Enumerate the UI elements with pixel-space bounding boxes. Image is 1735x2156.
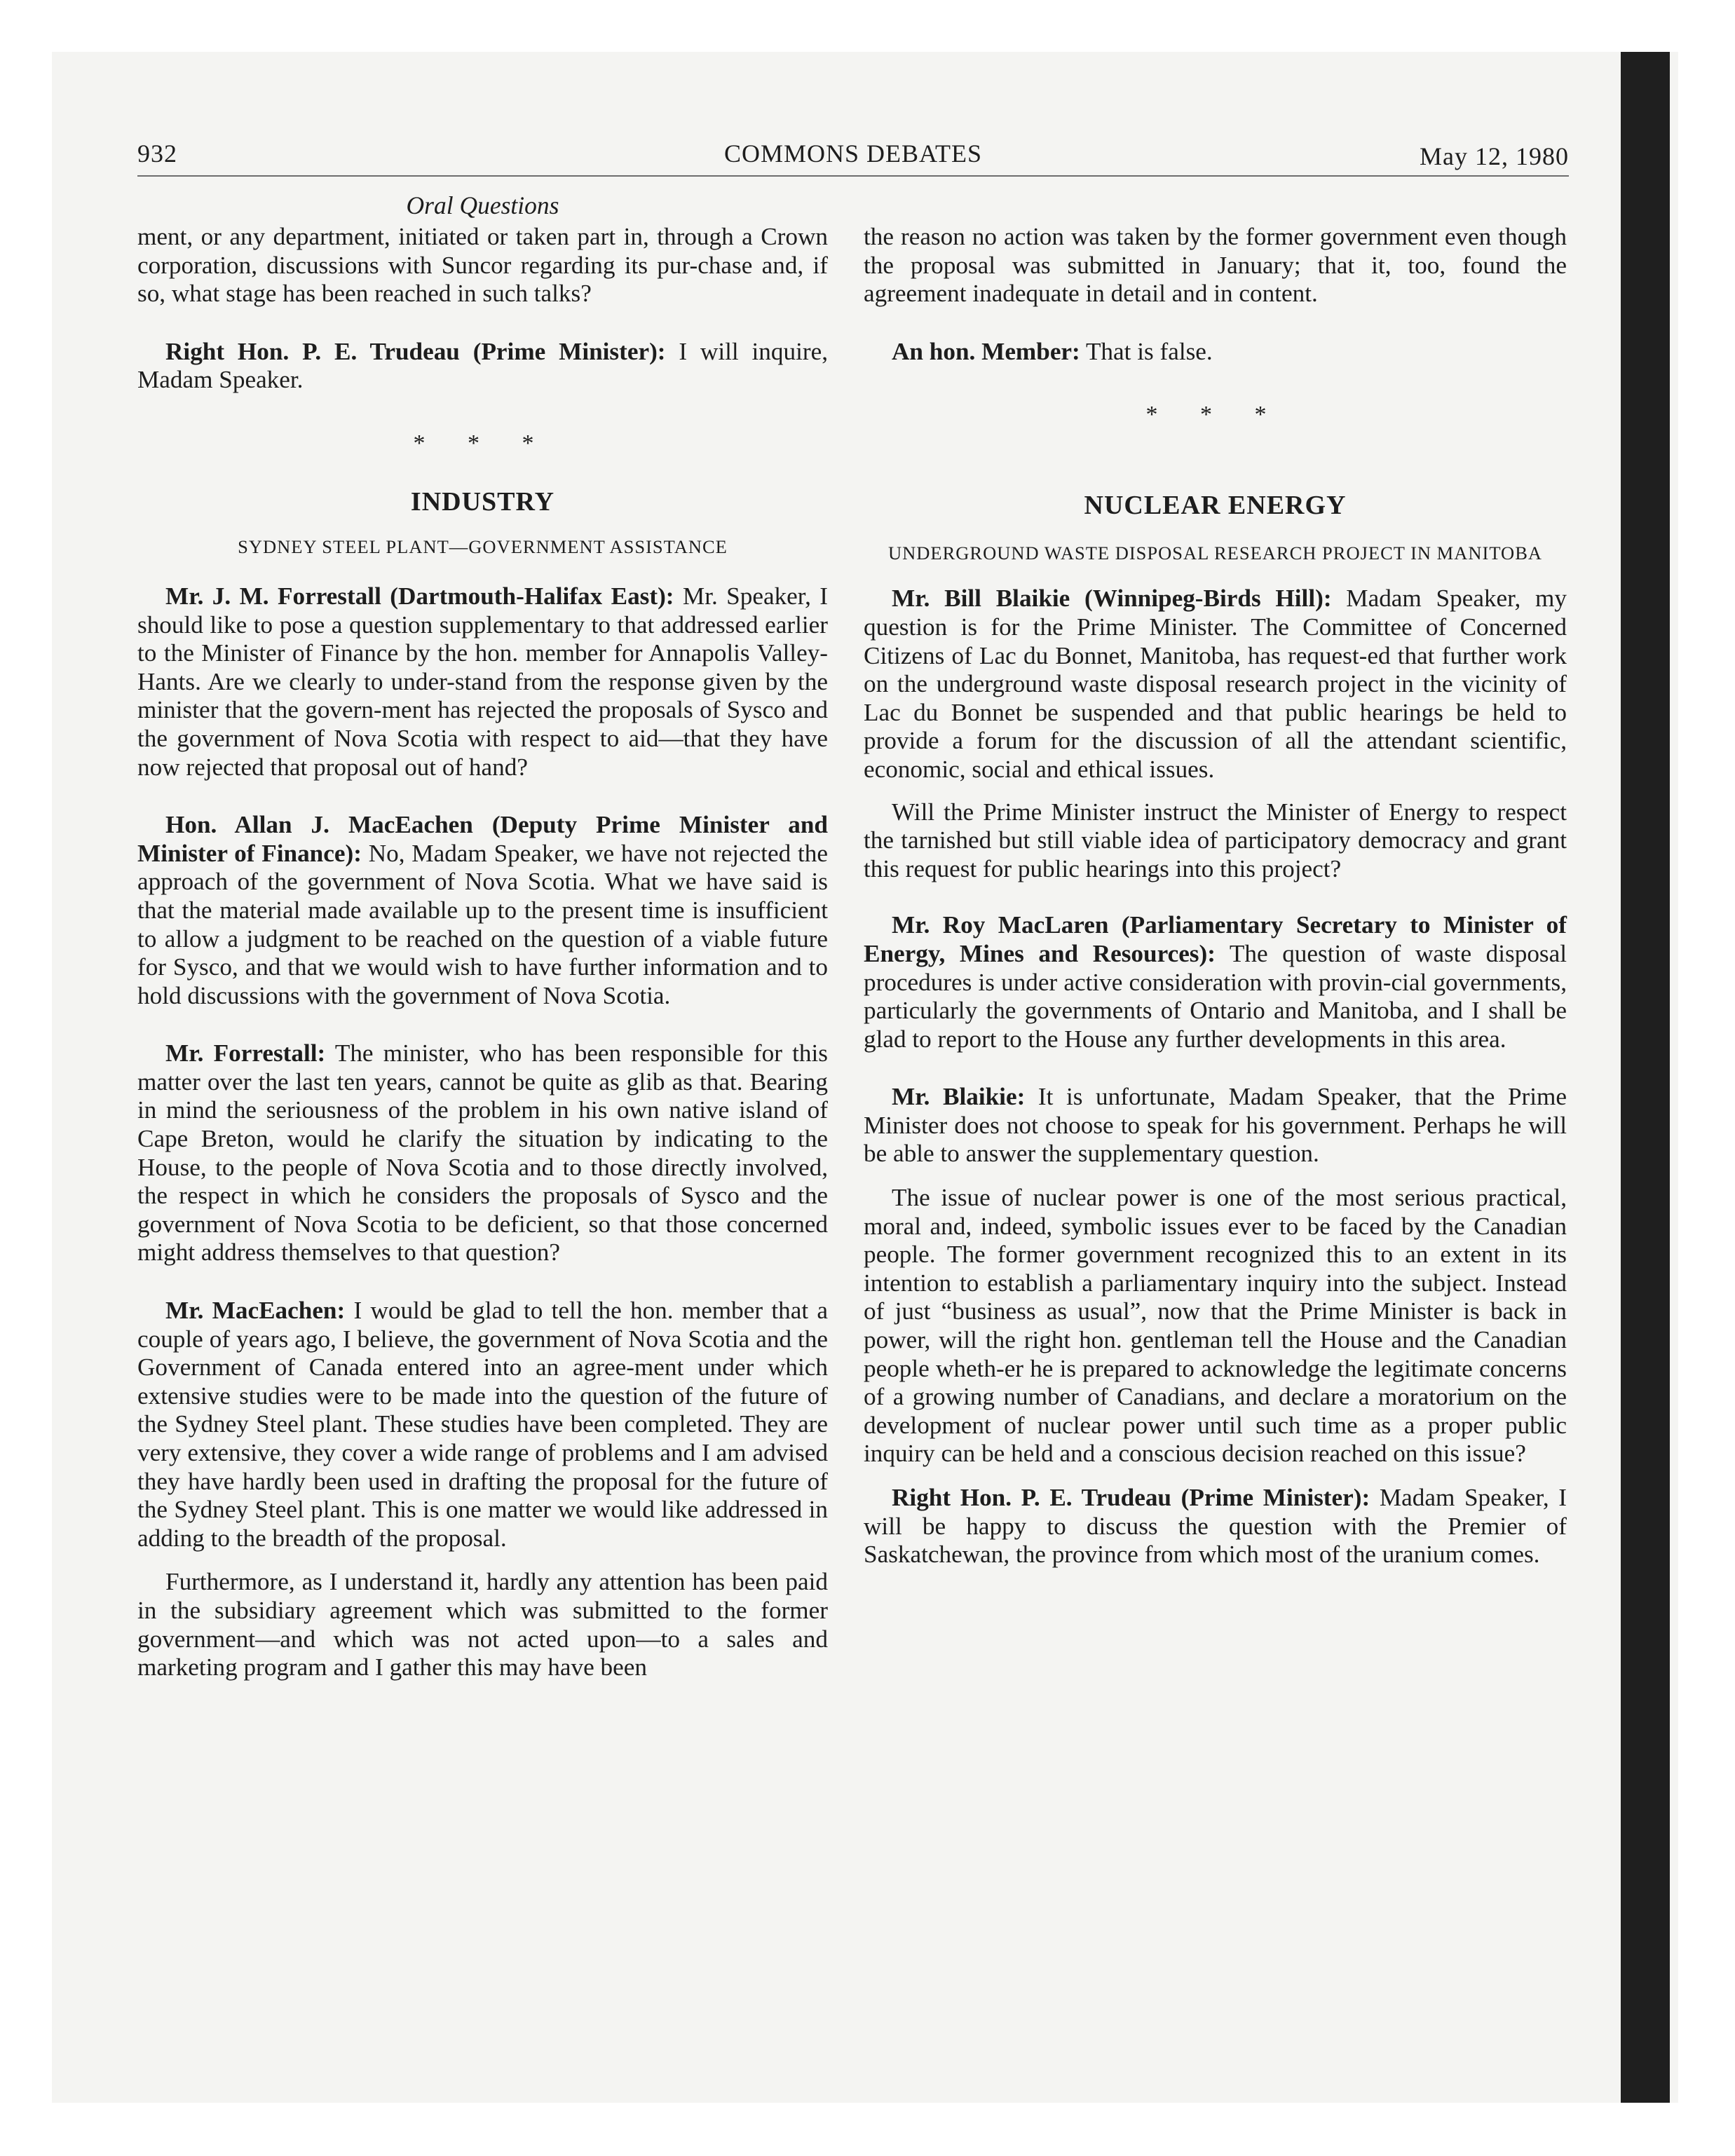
speech-paragraph <box>137 1297 828 1553</box>
speech-text: I would be glad to tell the hon. member that a couple of years ago, I believe, the government of Nova Scotia and the Government of Canada entered into an agree-ment under which extensive studies were to be made into the question of the future of the Sydney Steel plant. These studies have been completed. They are very extensive, they cover a wide range of problems and I am advised they have hardly been used in drafting the proposal for the future of the Sydney Steel plant. This is one matter we would like addressed in adding to the breadth of the proposal. <box>137 1297 828 1552</box>
speaker-name: Mr. Forrestall: <box>165 1039 326 1067</box>
paragraph: Will the Prime Minister instruct the Minister of Energy to respect the tarnished but still viable idea of participatory democracy and grant this request for public hearings into this project? <box>864 798 1567 882</box>
speech-paragraph <box>864 585 1567 784</box>
running-head: Oral Questions <box>406 191 559 219</box>
speaker-name: Right Hon. P. E. Trudeau (Prime Minister): <box>165 337 666 365</box>
speech-text: It is unfortunate, Madam Speaker, that the Prime Minister does not choose to speak for his government. Perhaps he will be able to answer the supplementary question. <box>864 1083 1567 1168</box>
speech-text: Madam Speaker, my question is for the Prime Minister. The Committee of Concerned Citizens of Lac du Bonnet, Manitoba, has request-ed that further work on the underground waste disposal research project in the vicinity of Lac du Bonnet be suspended and that public hearings be held to provide a forum for the discussion of all the attendant scientific, economic, social and ethical issues. <box>864 585 1567 783</box>
publication-date: May 12, 1980 <box>1420 142 1569 170</box>
speaker-name: Mr. Roy MacLaren (Parliamentary Secretary to Minister of Energy, Mines and Resources): <box>864 911 1567 967</box>
speech-text: I will inquire, Madam Speaker. <box>137 337 828 394</box>
section-heading: NUCLEAR ENERGY <box>1084 491 1347 521</box>
speaker-name: Mr. Bill Blaikie (Winnipeg-Birds Hill): <box>892 585 1332 613</box>
speaker-name: Mr. J. M. Forrestall (Dartmouth-Halifax East): <box>165 582 674 610</box>
speech-paragraph <box>137 582 828 782</box>
publication-title: COMMONS DEBATES <box>723 139 983 168</box>
binding-edge <box>1621 52 1670 2103</box>
section-heading: INDUSTRY <box>410 486 555 517</box>
paragraph: the reason no action was taken by the former government even though the proposal was submitted in January; that it, too, found the agreement inadequate in detail and in content. <box>864 223 1567 308</box>
speech-paragraph <box>137 338 828 395</box>
page-header <box>137 139 1569 177</box>
speech-text: Madam Speaker, I will be happy to discuss the question with the Premier of Saskatchewan, the province from which most of the uranium comes. <box>864 1484 1567 1569</box>
speech-text: Mr. Speaker, I should like to pose a question supplementary to that addressed earlier to the Minister of Finance by the hon. member for Annapolis Valley-Hants. Are we clearly to under-stand from the response given by the minister that the govern-ment has rejected the proposals of Sysco and the government of Nova Scotia with respect to aid—that they have now rejected that proposal out of hand? <box>137 582 828 781</box>
speech-text: The question of waste disposal procedures is under active consideration with provin-cial governments, particularly the governments of Ontario and Manitoba, and I shall be glad to report to the House any further developments in this area. <box>864 939 1567 1053</box>
speech-paragraph <box>137 1039 828 1267</box>
speaker-name: Right Hon. P. E. Trudeau (Prime Minister): <box>892 1484 1370 1511</box>
speaker-name: Mr. Blaikie: <box>892 1083 1026 1111</box>
section-subheading: SYDNEY STEEL PLANT—GOVERNMENT ASSISTANCE <box>238 535 728 557</box>
paragraph: ment, or any department, initiated or taken part in, through a Crown corporation, discussions with Suncor regarding its pur-chase and, if so, what stage has been reached in such talks? <box>137 223 828 308</box>
speech-paragraph <box>864 911 1567 1053</box>
speech-text: No, Madam Speaker, we have not rejected the approach of the government of Nova Scotia. What we have said is that the material made available up to the present time is insufficient to allow a judgment to be reached on the question of a viable future for Sysco, and that we would wish to have further information and to hold discussions with the government of Nova Scotia. <box>137 839 828 1009</box>
page-number: 932 <box>137 139 177 168</box>
section-subheading: UNDERGROUND WASTE DISPOSAL RESEARCH PROJECT IN MANITOBA <box>887 543 1543 564</box>
speaker-name: Hon. Allan J. MacEachen (Deputy Prime Minister and Minister of Finance): <box>137 811 828 867</box>
left-column <box>137 188 828 1682</box>
section-separator: * * * <box>1145 402 1285 428</box>
speech-paragraph <box>864 338 1567 367</box>
section-separator: * * * <box>413 430 552 456</box>
speech-text: The minister, who has been responsible for this matter over the last ten years, cannot be quite as glib as that. Bearing in mind the seriousness of the problem in his own native island of Cape Breton, would he clarify the situation by indicating to the House, to the people of Nova Scotia and to those directly involved, the respect in which he considers the proposals of Sysco and the government of Nova Scotia to be deficient, so that those concerned might address themselves to that question? <box>137 1039 828 1267</box>
paragraph: Furthermore, as I understand it, hardly any attention has been paid in the subsidiary agreement which was submitted to the former government—and which was not acted upon—to a sales and marketing program and I gather this may have been <box>137 1568 828 1681</box>
speech-paragraph <box>137 811 828 1010</box>
right-column <box>864 188 1567 1569</box>
speech-paragraph <box>864 1484 1567 1569</box>
speech-text: That is false. <box>1080 337 1213 365</box>
speaker-name: An hon. Member: <box>892 337 1080 365</box>
speaker-name: Mr. MacEachen: <box>165 1297 346 1325</box>
paragraph: The issue of nuclear power is one of the most serious practical, moral and, indeed, symbolic issues ever to be faced by the Canadian people. The former government recognized this to an extent in its intention to establish a parliamentary inquiry into the subject. Instead of just “business as usual”, now that the Prime Minister is back in power, will the right hon. gentleman tell the House and the Canadian people wheth-er he is prepared to acknowledge the legitimate concerns of a growing number of Canadians, and declare a moratorium on the development of nuclear power until such time as a proper public inquiry can be held and a conscious decision reached on this issue? <box>864 1184 1567 1468</box>
speech-paragraph <box>864 1083 1567 1168</box>
